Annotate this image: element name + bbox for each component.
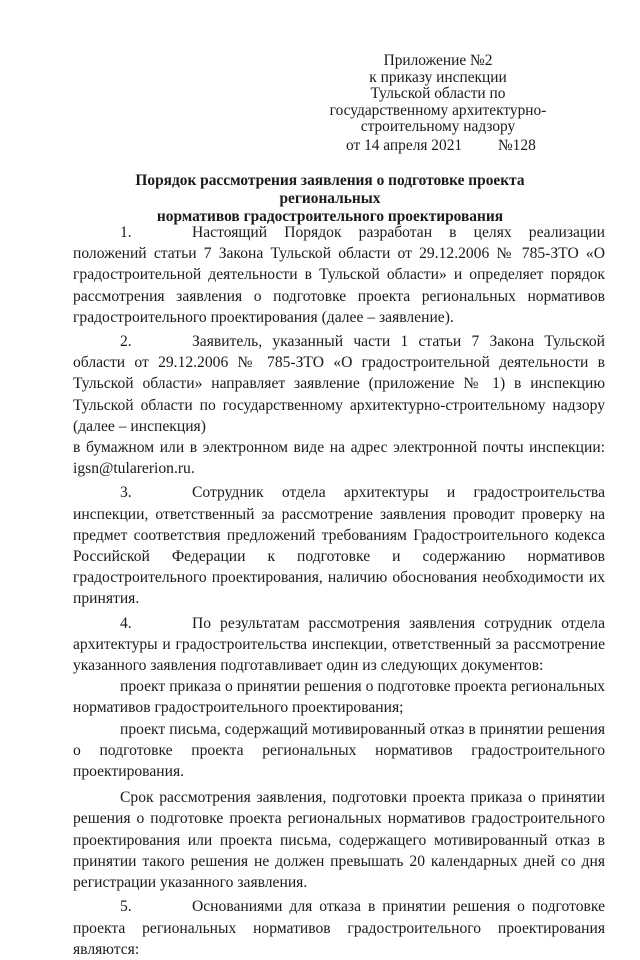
paragraph-2	[73, 331, 605, 437]
paragraph-text: Основаниями для отказа в принятии решения о подготовке проекта региональных нормативов градостроительного проектирования являются:	[73, 898, 605, 958]
paragraph-3	[73, 482, 605, 609]
appendix-line: к приказу инспекции	[369, 68, 507, 86]
document-body	[73, 222, 605, 960]
paragraph-4-item-2	[73, 719, 605, 783]
paragraph-number: 1.	[120, 224, 132, 241]
appendix-line: государственному архитектурно-	[329, 101, 547, 119]
appendix-line: строительному надзору	[360, 118, 516, 135]
paragraph-text: Заявитель, указанный части 1 статьи 7 Закона Тульской области от 29.12.2006 № 785-ЗТО «О градостроительной деятельности в Тульской области» направляет заявление (приложение № 1) в инспекцию Тульской области по государственному архитектурно-строительному надзору (далее – инспекция)	[73, 333, 605, 435]
paragraph-5	[73, 896, 605, 960]
paragraph-number: 5.	[120, 898, 132, 916]
paragraph-text: Сотрудник отдела архитектуры и градостроительства инспекции, ответственный за рассмотрение заявления проводит проверку на предмет соответствия предложений требованиям Градостроительного кодекса Российской Федерации к подготовке и содержанию нормативов градостроительного проектирования, наличию обоснования необходимости их принятия.	[73, 484, 605, 608]
paragraph-number: 4.	[120, 614, 132, 632]
paragraph-1	[73, 222, 605, 328]
paragraph-number: 3.	[120, 484, 132, 502]
paragraph-text: проект письма, содержащий мотивированный отказ в принятии решения о подготовке проекта региональных нормативов градостроительного проектирования.	[73, 720, 605, 781]
paragraph-number: 2.	[120, 333, 132, 351]
order-number: №128	[498, 137, 536, 154]
appendix-line: Приложение №2	[383, 52, 493, 69]
paragraph-text: Настоящий Порядок разработан в целях реализации положений статьи 7 Закона Тульской области от 29.12.2006 № 785-ЗТО «О градостроительной деятельности в Тульской области» и определяет порядок рассмотрения заявления о подготовке проекта региональных нормативов градостроительного проектирования (далее – заявление).	[73, 224, 605, 326]
paragraph-text: в бумажном или в электронном виде на адрес электронной почты инспекции: igsn@tularerion.ru.	[73, 439, 605, 478]
order-date: от 14 апреля 2021	[346, 137, 463, 154]
appendix-header	[318, 53, 558, 136]
paragraph-text: По результатам рассмотрения заявления сотрудник отдела архитектуры и градостроительства инспекции, ответственный за рассмотрение указанного заявления подготавливает один из следующих документов:	[73, 614, 605, 675]
paragraph-4	[73, 613, 605, 677]
paragraph-4-deadline	[73, 787, 605, 893]
title-line: Порядок рассмотрения заявления о подготовке проекта региональных	[135, 172, 525, 207]
paragraph-2-continuation	[73, 437, 605, 479]
title-line: нормативов градостроительного проектирования	[156, 208, 504, 225]
paragraph-text: проект приказа о принятии решения о подготовке проекта региональных нормативов градостроительного проектирования;	[73, 678, 605, 717]
appendix-line: Тульской области по	[370, 85, 506, 102]
paragraph-4-item-1	[73, 676, 605, 718]
document-title	[100, 172, 560, 226]
order-date-line	[346, 137, 576, 154]
paragraph-text: Срок рассмотрения заявления, подготовки проекта приказа о принятии решения о подготовке проекта региональных нормативов градостроительного проектирования или проекта письма, содержащего мотивированный отказ в принятии такого решения не должен превышать 20 календарных дней со дня регистрации указанного заявления.	[73, 789, 605, 892]
